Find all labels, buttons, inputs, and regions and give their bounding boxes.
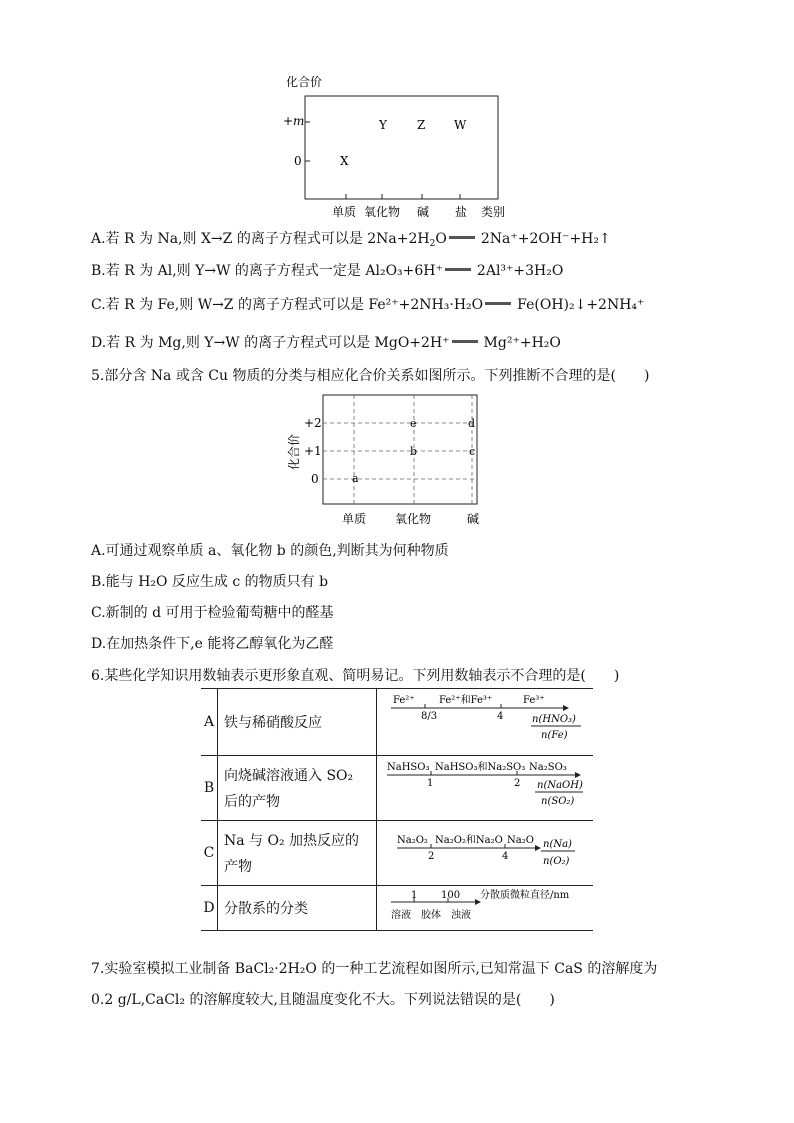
svg-text:100: 100 — [441, 890, 461, 901]
svg-text:溶液: 溶液 — [391, 910, 411, 921]
axis-d — [377, 886, 593, 926]
svg-text:浊液: 浊液 — [451, 910, 471, 921]
fig1-ytick-m: +m — [283, 114, 305, 128]
axis-b — [377, 756, 593, 816]
fig1-ylabel: 化合价 — [286, 75, 323, 89]
q4-option-d: D.若 R 为 Mg,则 Y→W 的离子方程式可以是 MgO+2H⁺ Mg²⁺+H₂O — [91, 335, 561, 351]
valence-figure-2 — [280, 392, 500, 534]
fig1-point-z: Z — [417, 118, 426, 132]
q6-row-b — [201, 756, 593, 821]
fig2-ytick-2: +2 — [304, 416, 322, 430]
svg-text:4: 4 — [497, 711, 504, 722]
svg-text:胶体: 胶体 — [421, 910, 441, 921]
q6-stem: 6.某些化学知识用数轴表示更形象直观、简明易记。下列用数轴表示不合理的是( ) — [91, 668, 620, 684]
q6-row-d — [201, 886, 593, 931]
q5-option-c: C.新制的 d 可用于检验葡萄糖中的醛基 — [91, 605, 334, 621]
axis-a — [377, 689, 593, 751]
q4-option-b: B.若 R 为 Al,则 Y→W 的离子方程式一定是 Al₂O₃+6H⁺ 2Al³⁺+3H₂O — [91, 263, 564, 279]
svg-text:8/3: 8/3 — [421, 711, 438, 722]
q6-row-label: D — [201, 886, 218, 931]
q6-row-label: C — [201, 821, 218, 886]
axis-c — [377, 821, 593, 881]
q7-line-2: 0.2 g/L,CaCl₂ 的溶解度较大,且随温度变化不大。下列说法错误的是( ) — [91, 992, 555, 1008]
fig2-ytick-1: +1 — [304, 444, 322, 458]
fig1-cat-2: 碱 — [417, 205, 430, 219]
fig1-cat-0: 单质 — [332, 205, 357, 219]
svg-text:Na₂O₂和Na₂O: Na₂O₂和Na₂O — [435, 835, 503, 846]
svg-text:Fe²⁺: Fe²⁺ — [393, 695, 415, 706]
fig2-ytick-0: 0 — [311, 472, 319, 486]
q6-row-desc: 分散系的分类 — [218, 886, 377, 931]
fig2-xcat-0: 单质 — [342, 512, 367, 526]
q5-option-b: B.能与 H₂O 反应生成 c 的物质只有 b — [91, 574, 329, 590]
q6-row-desc: 向烧碱溶液通入 SO₂ 后的产物 — [218, 756, 377, 821]
svg-text:Na₂SO₃: Na₂SO₃ — [529, 762, 567, 773]
fig2-point-a: a — [352, 472, 359, 485]
fig1-point-x: X — [340, 154, 349, 168]
svg-text:2: 2 — [514, 778, 521, 789]
q6-row-label: A — [201, 689, 218, 756]
fig2-xcat-2: 碱 — [467, 512, 480, 526]
svg-text:Na₂O: Na₂O — [507, 835, 534, 846]
svg-text:n(Na): n(Na) — [543, 839, 572, 850]
fig1-point-y: Y — [379, 118, 387, 132]
fig2-point-b: b — [410, 445, 418, 458]
q6-row-desc: 铁与稀硝酸反应 — [218, 689, 377, 756]
svg-text:Fe³⁺: Fe³⁺ — [523, 695, 545, 706]
q5-option-a: A.可通过观察单质 a、氧化物 b 的颜色,判断其为何种物质 — [91, 543, 449, 559]
fig1-ytick-0: 0 — [294, 154, 302, 168]
q5-option-d: D.在加热条件下,e 能将乙醇氧化为乙醛 — [91, 636, 334, 652]
q6-row-label: B — [201, 756, 218, 821]
svg-text:1: 1 — [427, 778, 434, 789]
q6-row-c — [201, 821, 593, 886]
svg-text:2: 2 — [428, 851, 435, 862]
fig2-ylabel: 化合价 — [287, 433, 301, 470]
fig2-xcat-1: 氧化物 — [395, 512, 432, 526]
svg-text:n(SO₂): n(SO₂) — [541, 796, 575, 807]
q5-stem: 5.部分含 Na 或含 Cu 物质的分类与相应化合价关系如图所示。下列推断不合理的是( ) — [91, 368, 650, 384]
svg-text:n(O₂): n(O₂) — [543, 856, 570, 867]
svg-text:n(Fe): n(Fe) — [541, 730, 568, 741]
q6-row-desc: Na 与 O₂ 加热反应的 产物 — [218, 821, 377, 886]
q6-row-a — [201, 689, 593, 756]
svg-text:NaHSO₃和Na₂SO₃: NaHSO₃和Na₂SO₃ — [435, 762, 526, 773]
svg-text:NaHSO₃: NaHSO₃ — [387, 762, 430, 773]
q4-option-c: C.若 R 为 Fe,则 W→Z 的离子方程式可以是 Fe²⁺+2NH₃·H₂O Fe(OH)₂↓+2NH₄⁺ — [91, 297, 645, 313]
q7-line-1: 7.实验室模拟工业制备 BaCl₂·2H₂O 的一种工艺流程如图所示,已知常温下 CaS 的溶解度为 — [91, 961, 658, 977]
q6-table — [201, 688, 593, 931]
svg-text:1: 1 — [411, 890, 418, 901]
valence-figure-1 — [280, 74, 540, 224]
svg-text:n(NaOH): n(NaOH) — [537, 780, 583, 791]
q4-option-a: A.若 R 为 Na,则 X→Z 的离子方程式可以是 $2Na+2H_2O$ 2Na⁺+2OH⁻+H₂↑ — [91, 231, 611, 249]
fig1-point-w: W — [454, 118, 467, 132]
fig1-cat-3: 盐 — [455, 205, 468, 219]
fig1-cat-1: 氧化物 — [364, 205, 401, 219]
svg-text:分散质微粒直径/nm: 分散质微粒直径/nm — [480, 890, 570, 901]
fig1-cat-4: 类别 — [481, 205, 506, 219]
svg-text:n(HNO₃): n(HNO₃) — [532, 714, 576, 725]
fig2-point-e: e — [410, 417, 417, 430]
svg-text:Na₂O₂: Na₂O₂ — [397, 835, 428, 846]
svg-text:Fe²⁺和Fe³⁺: Fe²⁺和Fe³⁺ — [439, 695, 493, 706]
fig2-point-d: d — [468, 417, 476, 430]
fig2-point-c: c — [469, 445, 476, 458]
svg-text:4: 4 — [502, 851, 509, 862]
